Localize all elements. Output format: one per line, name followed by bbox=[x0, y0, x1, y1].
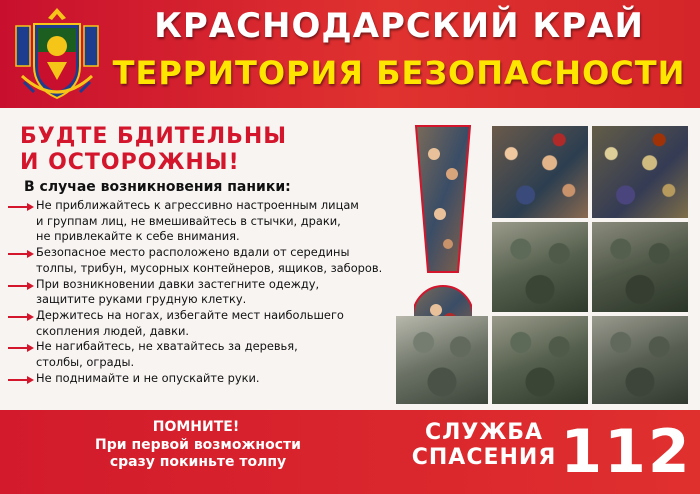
rule-line: столбы, ограды. bbox=[36, 355, 135, 370]
rule-line: скопления людей, давки. bbox=[36, 323, 190, 338]
rule-line: Безопасное место расположено вдали от середины bbox=[36, 245, 350, 260]
coat-of-arms-icon bbox=[14, 6, 100, 104]
arrow-right-icon bbox=[8, 282, 34, 290]
warning-line-1: БУДТЕ БДИТЕЛЬНЫ bbox=[20, 124, 288, 149]
leave-crowd-advice bbox=[20, 437, 376, 471]
rule-line: При возникновении давки застегните одежду, bbox=[36, 276, 320, 291]
arrow-right-icon bbox=[8, 376, 34, 384]
arrow-right-icon bbox=[8, 250, 34, 258]
safety-rules-list bbox=[6, 198, 406, 386]
police-photo-2 bbox=[592, 222, 688, 312]
region-title: КРАСНОДАРСКИЙ КРАЙ bbox=[154, 6, 644, 46]
header-banner bbox=[0, 0, 700, 108]
rescue-service-label bbox=[408, 420, 560, 470]
police-photo-4 bbox=[592, 316, 688, 404]
advice-line-2: сразу покиньте толпу bbox=[109, 454, 287, 470]
warning-heading bbox=[20, 124, 287, 176]
service-line-2: СПАСЕНИЯ bbox=[411, 445, 557, 470]
rule-item bbox=[6, 339, 406, 370]
rule-item bbox=[6, 277, 406, 308]
rule-line: Держитесь на ногах, избегайте мест наибольшего bbox=[36, 307, 344, 322]
rule-line: не привлекайте к себе внимания. bbox=[36, 229, 240, 244]
crowd-photo-2 bbox=[592, 126, 688, 218]
advice-line-1: При первой возможности bbox=[95, 437, 301, 453]
panic-heading: В случае возникновения паники: bbox=[24, 179, 291, 195]
rule-line: Не поднимайте и не опускайте руки. bbox=[36, 370, 260, 385]
rule-item bbox=[6, 371, 406, 387]
arrow-right-icon bbox=[8, 203, 34, 211]
rule-line: толпы, трибун, мусорных контейнеров, ящиков, заборов. bbox=[36, 260, 383, 275]
riot-shields-photo bbox=[396, 316, 488, 404]
rule-item bbox=[6, 308, 406, 339]
rule-line: защитите руками грудную клетку. bbox=[36, 292, 247, 307]
emergency-number: 112 bbox=[560, 417, 692, 487]
rule-item bbox=[6, 245, 406, 276]
arrow-right-icon bbox=[8, 344, 34, 352]
rule-item bbox=[6, 198, 406, 245]
warning-line-2: И ОСТОРОЖНЫ! bbox=[20, 150, 240, 175]
arrow-right-icon bbox=[8, 313, 34, 321]
rule-line: Не нагибайтесь, не хватайтесь за деревья, bbox=[36, 339, 298, 354]
police-photo-1 bbox=[492, 222, 588, 312]
rule-line: и группам лиц, не вмешивайтесь в стычки, драки, bbox=[36, 213, 341, 228]
crowd-photo-1 bbox=[492, 126, 588, 218]
police-photo-3 bbox=[492, 316, 588, 404]
security-subtitle: ТЕРРИТОРИЯ БЕЗОПАСНОСТИ bbox=[112, 54, 686, 92]
rule-line: Не приближайтесь к агрессивно настроенным лицам bbox=[36, 198, 359, 212]
remember-label: ПОМНИТЕ! bbox=[152, 419, 240, 435]
service-line-1: СЛУЖБА bbox=[424, 420, 544, 445]
